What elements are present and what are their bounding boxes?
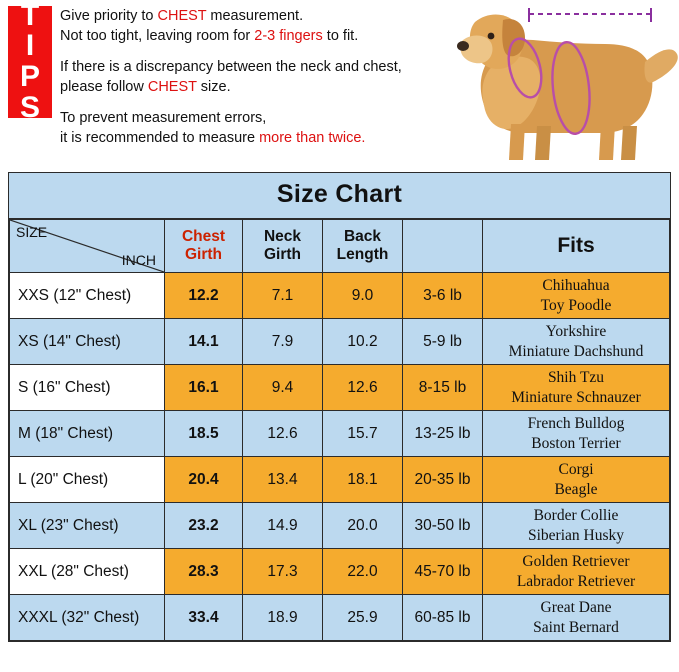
cell-neck-girth: 7.9	[243, 319, 323, 365]
tips-paragraph-1	[60, 6, 430, 46]
cell-neck-girth: 18.9	[243, 595, 323, 641]
tips-highlight-chest: CHEST	[157, 8, 207, 24]
table-row	[10, 411, 670, 457]
cell-back-length: 25.9	[323, 595, 403, 641]
cell-back-length: 15.7	[323, 411, 403, 457]
cell-weight: 30-50 lb	[403, 503, 483, 549]
tips-highlight-chest-2: CHEST	[147, 79, 197, 95]
tips-line-text: To prevent measurement errors,	[60, 110, 267, 126]
fits-breed: Yorkshire	[545, 323, 607, 341]
table-row	[10, 503, 670, 549]
cell-chest-girth: 16.1	[165, 365, 243, 411]
cell-back-length: 10.2	[323, 319, 403, 365]
header-size-inch-cell	[10, 220, 165, 273]
cell-size: S (16" Chest)	[10, 365, 165, 411]
tips-badge-letter: P	[19, 60, 40, 93]
fits-breed: Miniature Dachshund	[508, 342, 644, 360]
tips-highlight-fingers: 2-3 fingers	[254, 28, 323, 44]
size-chart-table	[9, 219, 670, 641]
cell-back-length: 20.0	[323, 503, 403, 549]
cell-weight: 5-9 lb	[403, 319, 483, 365]
header-neck-girth	[243, 220, 323, 273]
cell-chest-girth: 23.2	[165, 503, 243, 549]
cell-fits	[483, 365, 670, 411]
header-chest-line1: Chest	[181, 228, 226, 245]
fits-breed: Toy Poodle	[540, 296, 612, 314]
cell-back-length: 9.0	[323, 273, 403, 319]
cell-weight: 60-85 lb	[403, 595, 483, 641]
fits-breed: Great Dane	[540, 599, 612, 617]
tips-line-text: If there is a discrepancy between the neck and chest,	[60, 59, 402, 75]
tips-paragraph-3	[60, 108, 430, 148]
header-back-length	[323, 220, 403, 273]
cell-size: XL (23" Chest)	[10, 503, 165, 549]
tips-line-text: measurement.	[206, 8, 304, 24]
header-fits: Fits	[483, 220, 670, 273]
cell-neck-girth: 9.4	[243, 365, 323, 411]
cell-size: XXS (12" Chest)	[10, 273, 165, 319]
tips-section	[0, 0, 679, 168]
cell-fits	[483, 319, 670, 365]
cell-weight: 3-6 lb	[403, 273, 483, 319]
cell-fits	[483, 457, 670, 503]
cell-back-length: 22.0	[323, 549, 403, 595]
tips-badge-letter: T	[20, 0, 40, 32]
header-neck-line1: Neck	[263, 228, 302, 245]
tips-line-text: to fit.	[322, 28, 359, 44]
tips-line-text: please follow	[60, 79, 148, 95]
fits-breed: Chihuahua	[542, 277, 610, 295]
size-chart	[8, 172, 671, 642]
tips-text	[60, 6, 430, 159]
cell-fits	[483, 273, 670, 319]
fits-breed: Corgi	[558, 461, 594, 479]
cell-back-length: 12.6	[323, 365, 403, 411]
tips-line-text: it is recommended to measure	[60, 130, 260, 146]
cell-fits	[483, 411, 670, 457]
cell-weight: 13-25 lb	[403, 411, 483, 457]
table-row	[10, 273, 670, 319]
tips-line-text: Give priority to	[60, 8, 158, 24]
cell-chest-girth: 18.5	[165, 411, 243, 457]
fits-breed: Beagle	[554, 480, 598, 498]
header-size-label: SIZE	[16, 224, 48, 240]
cell-neck-girth: 13.4	[243, 457, 323, 503]
cell-chest-girth: 12.2	[165, 273, 243, 319]
tips-highlight-twice: more than twice.	[259, 130, 366, 146]
table-row	[10, 457, 670, 503]
chart-title: Size Chart	[9, 173, 670, 219]
table-row	[10, 365, 670, 411]
fits-breed: Siberian Husky	[527, 526, 624, 544]
fits-breed: Boston Terrier	[531, 434, 621, 452]
cell-fits	[483, 549, 670, 595]
cell-back-length: 18.1	[323, 457, 403, 503]
cell-size: XS (14" Chest)	[10, 319, 165, 365]
header-neck-line2: Girth	[263, 246, 302, 263]
table-row	[10, 549, 670, 595]
cell-neck-girth: 14.9	[243, 503, 323, 549]
cell-fits	[483, 503, 670, 549]
fits-breed: Saint Bernard	[533, 618, 619, 636]
fits-breed: Border Collie	[533, 507, 619, 525]
tips-badge-letter: S	[19, 90, 40, 124]
header-chest-line2: Girth	[184, 246, 223, 263]
tips-line-text: Not too tight, leaving room for	[60, 28, 255, 44]
header-inch-label: INCH	[121, 252, 156, 268]
cell-chest-girth: 14.1	[165, 319, 243, 365]
cell-weight: 8-15 lb	[403, 365, 483, 411]
cell-chest-girth: 20.4	[165, 457, 243, 503]
tips-badge	[8, 0, 52, 124]
tips-line-text: size.	[196, 79, 231, 95]
cell-size: XXXL (32" Chest)	[10, 595, 165, 641]
cell-size: L (20" Chest)	[10, 457, 165, 503]
fits-breed: French Bulldog	[527, 415, 625, 433]
tips-paragraph-2	[60, 57, 430, 97]
dog-measurement-diagram-icon	[429, 0, 679, 166]
cell-size: XXL (28" Chest)	[10, 549, 165, 595]
cell-neck-girth: 17.3	[243, 549, 323, 595]
fits-breed: Golden Retriever	[522, 553, 630, 571]
cell-size: M (18" Chest)	[10, 411, 165, 457]
fits-breed: Miniature Schnauzer	[511, 388, 641, 406]
cell-chest-girth: 33.4	[165, 595, 243, 641]
header-chest-girth	[165, 220, 243, 273]
table-row	[10, 319, 670, 365]
cell-fits	[483, 595, 670, 641]
fits-breed: Shih Tzu	[547, 369, 605, 387]
header-back-line1: Back	[343, 228, 382, 245]
table-row	[10, 595, 670, 641]
cell-weight: 45-70 lb	[403, 549, 483, 595]
tips-badge-letter: I	[25, 29, 35, 63]
fits-breed: Labrador Retriever	[516, 572, 636, 590]
cell-neck-girth: 12.6	[243, 411, 323, 457]
cell-chest-girth: 28.3	[165, 549, 243, 595]
cell-weight: 20-35 lb	[403, 457, 483, 503]
dog-illustration	[429, 0, 679, 166]
header-back-line2: Length	[336, 246, 389, 263]
cell-neck-girth: 7.1	[243, 273, 323, 319]
table-header-row	[10, 220, 670, 273]
header-weight	[403, 220, 483, 273]
